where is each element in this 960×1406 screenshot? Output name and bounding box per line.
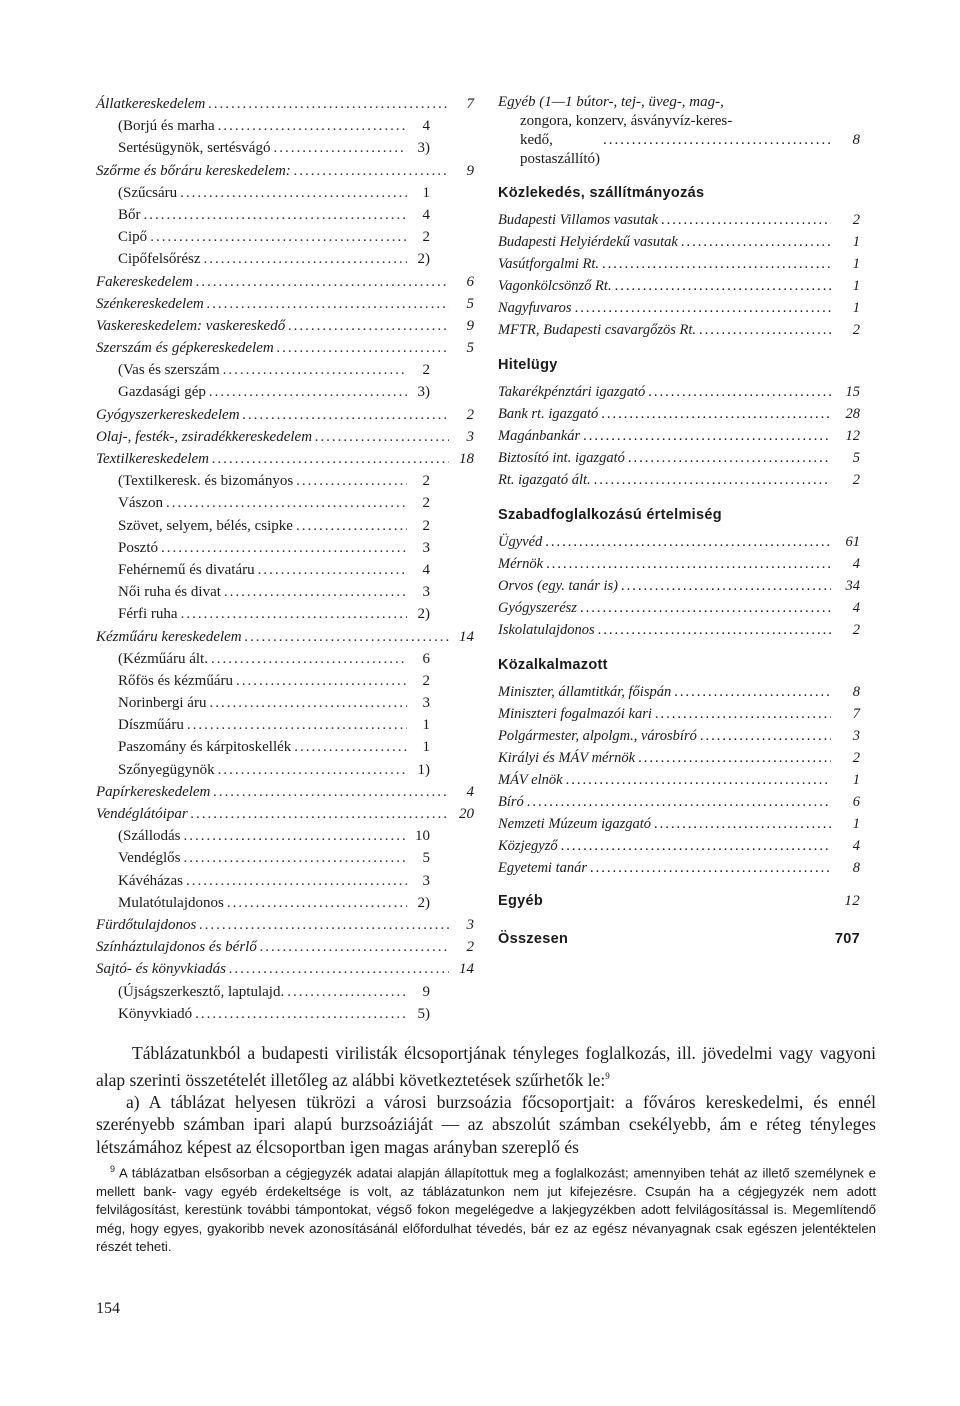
leader-dots [638,747,831,769]
section-row [498,231,860,253]
leader-dots [181,603,407,625]
row-label: (Borjú és marha [118,118,215,135]
section-row [498,403,860,425]
other-trade-line-1: Egyéb (1—1 bútor-, tej-, üveg-, mag-, [498,94,724,110]
total-value: 707 [834,931,860,947]
leader-dots [229,958,449,980]
row-label: Posztó [118,539,159,556]
leader-dots [203,248,407,270]
row-value: 5 [852,450,860,466]
subcategory-row [96,492,474,514]
leader-dots [213,781,449,803]
other-trade-entry [498,93,860,169]
footnote-mark: 9 [110,1164,116,1174]
leader-dots [212,448,449,470]
leader-dots [187,714,407,736]
leader-dots [648,381,831,403]
subcategory-row [96,648,474,670]
category-row [96,426,474,448]
row-value: 9 [466,317,474,334]
total-row [498,927,860,951]
row-value: 6 [466,273,474,290]
row-label: Miniszter, államtitkár, főispán [498,684,672,700]
row-label: Bőr [118,206,141,223]
row-label: (Kézműáru ált. [118,650,208,667]
body-paragraph-1 [96,1042,876,1091]
row-label: Iskolatulajdonos [498,622,595,638]
row-label: Szövet, selyem, bélés, csipke [118,517,293,534]
other-section-label: Egyéb [498,893,544,909]
body-paragraph-2: a) A táblázat helyesen tükrözi a városi burzsoázia főcsoportjait: a főváros kereskedelmi, és ennél szerényebb számban ipari alapú burzsoáziáját — az abszolút számban csekélyebb, ám e réteg tényleges létszámához képest az élcsoportban igen magas arányban szereplő és [96,1091,876,1157]
leader-dots [243,404,449,426]
leader-dots [186,870,407,892]
row-label: (Szállodás [118,828,181,845]
row-label: Textilkereskedelem [96,451,210,467]
subcategory-row [96,515,474,537]
row-label: Olaj-, festék-, zsiradékkereskedelem [96,428,313,445]
section-row [498,297,860,319]
section-row [498,769,860,791]
row-label: Sajtó- és könyvkiadás [96,961,226,978]
subcategory-row [96,892,474,914]
leader-dots [699,319,831,341]
row-label: Férfi ruha [118,606,178,623]
row-value: 4 [852,600,860,616]
leader-dots [191,803,449,825]
right-column [498,93,860,955]
row-value: 5) [417,1005,430,1022]
subcategory-row [96,581,474,603]
section-heading: Szabadfoglalkozású értelmiség [498,507,722,523]
footnote-text: A táblázatban elsősorban a cégjegyzék adatai alapján állapítottuk meg a foglalkozást; amennyiben tehát az illető személynek e mellett bank- vagy egyéb érdekeltsége is volt, az táblázatunkon nem jut kifejezésre. Csupán ha a cégjegyzék nem adott felvilágosítást, kerestünk további támpontokat, végső fokon megelégedve a lakjegyzékben adott felvilágosítással is. Megemlítendő még, hogy egyes, gyakoribb nevek azonosításánál előfordulhat tévedés, bár ez az egész névanyagnak csak egészen jelentéktelen részét teheti. [96,1165,877,1255]
row-label: Cipő [118,229,148,246]
subcategory-row [96,137,474,159]
row-label: Királyi és MÁV mérnök [498,750,636,766]
leader-dots [545,531,831,553]
row-value: 2 [422,517,430,534]
row-label: Bank rt. igazgató [498,406,599,422]
category-row [96,93,474,115]
subcategory-row [96,248,474,270]
section-row [498,531,860,553]
row-label: Fakereskedelem [96,273,193,290]
row-value: 4 [422,206,430,223]
leader-dots [615,275,831,297]
leader-dots [674,681,831,703]
section-row [498,597,860,619]
row-value: 2 [422,672,430,689]
category-row [96,958,474,980]
row-label: Nagyfuvaros [498,300,572,316]
row-label: Szerszám és gépkereskedelem [96,340,274,357]
row-label: Szőnyegügynök [118,761,215,778]
row-label: MFTR, Budapesti csavargőzös Rt. [498,322,697,338]
row-value: 3 [466,428,474,445]
section-row [498,253,860,275]
sections [498,181,860,879]
row-label: Egyetemi tanár [498,860,587,876]
category-row [96,404,474,426]
row-value: 8 [852,860,860,876]
leader-dots [315,426,449,448]
subcategory-row [96,1003,474,1025]
subcategory-row [96,603,474,625]
row-value: 5 [466,295,474,312]
row-label: Díszműáru [118,717,184,734]
subcategory-row [96,537,474,559]
row-label: Rt. igazgató ált. [498,472,591,488]
section-row [498,747,860,769]
subcategory-row [96,825,474,847]
category-row [96,315,474,337]
leader-dots [296,470,407,492]
row-value: 14 [459,628,474,645]
row-value: 3 [422,695,430,712]
row-label: Polgármester, alpolgm., városbíró [498,728,697,744]
row-label: Orvos (egy. tanár is) [498,578,619,594]
row-value: 2) [417,894,430,911]
row-value: 5 [422,850,430,867]
leader-dots [277,337,449,359]
other-section [498,889,860,913]
row-value: 3 [422,539,430,556]
row-label: Vagonkölcsönző Rt. [498,278,612,294]
section-row [498,813,860,835]
row-label: Kézműáru kereskedelem [96,628,242,645]
row-label: Ügyvéd [498,534,543,550]
row-label: Takarékpénztári igazgató [498,384,646,400]
section-row [498,381,860,403]
row-value: 2 [466,939,474,956]
row-value: 1 [422,184,430,201]
subcategory-row [96,470,474,492]
row-label: Bíró [498,794,524,810]
row-label: Fürdőtulajdonos [96,916,197,933]
leader-dots [180,182,407,204]
leader-dots [208,93,449,115]
subcategory-row [96,847,474,869]
subcategory-row [96,736,474,758]
leader-dots [294,160,449,182]
row-label: Paszomány és kárpitoskellék [118,739,292,756]
leader-dots [166,492,407,514]
leader-dots [184,847,408,869]
section-row [498,275,860,297]
category-row [96,293,474,315]
leader-dots [621,575,831,597]
row-label: Mulatótulajdonos [118,894,224,911]
section-row [498,791,860,813]
row-label: Rőfös és kézműáru [118,672,233,689]
row-label: Kávéházas [118,872,183,889]
other-trade-line-3-label: kedő, postaszállító) [520,132,600,167]
leader-dots [183,825,407,847]
category-row [96,448,474,470]
section-row [498,703,860,725]
subcategory-row [96,115,474,137]
category-row [96,626,474,648]
subcategory-row [96,981,474,1003]
left-column [96,93,474,1025]
leader-dots [580,597,831,619]
row-value: 2 [422,495,430,512]
other-section-value: 12 [844,893,860,909]
row-value: 4 [852,556,860,572]
row-label: Biztosító int. igazgató [498,450,625,466]
leader-dots [209,692,407,714]
row-value: 4 [466,783,474,800]
subcategory-row [96,870,474,892]
row-value: 1 [852,256,860,272]
row-value: 28 [845,406,860,422]
footnote [96,1160,876,1257]
section-row [498,553,860,575]
row-label: Magánbankár [498,428,581,444]
row-value: 2) [417,251,430,268]
leader-dots [209,381,407,403]
row-value: 6 [852,794,860,810]
leader-dots [561,835,831,857]
section-heading: Közalkalmazott [498,657,608,673]
row-label: Vendéglős [118,850,181,867]
leader-dots [527,791,831,813]
leader-dots [601,403,831,425]
subcategory-row [96,670,474,692]
leader-dots [273,137,407,159]
leader-dots [144,204,408,226]
row-value: 14 [459,961,474,978]
leader-dots [602,253,831,275]
leader-dots [218,759,407,781]
other-trade-line-2: zongora, konzerv, ásványvíz-keres- [520,113,733,129]
subcategory-row [96,204,474,226]
category-row [96,803,474,825]
row-value: 6 [422,650,430,667]
row-value: 1 [852,300,860,316]
section-row [498,575,860,597]
row-value: 7 [466,96,474,112]
row-value: 2 [422,362,430,379]
leader-dots [245,626,449,648]
leader-dots [590,857,831,879]
row-value: 1 [852,278,860,294]
row-value: 2 [466,406,474,423]
body-paragraph-1-text: Táblázatunkból a budapesti virilisták élcsoportjának tényleges foglalkozás, ill. jövedelmi vagy vagyoni alap szerinti összetételét illetőleg az alábbi következtetések szűrhetők le: [96,1043,876,1090]
row-value: 3) [417,384,430,401]
row-label: Budapesti Helyiérdekű vasutak [498,234,678,250]
row-value: 3 [852,728,860,744]
row-label: Papírkereskedelem [96,783,211,800]
row-value: 1 [852,816,860,832]
section-row [498,725,860,747]
leader-dots [296,515,407,537]
section-row [498,425,860,447]
row-value: 1 [422,717,430,734]
leader-dots [661,209,831,231]
page-number: 154 [96,1300,120,1317]
row-label: Cipőfelsőrész [118,251,201,268]
section-row [498,447,860,469]
leader-dots [211,648,407,670]
section-heading: Hitelügy [498,357,558,373]
subcategory-row [96,759,474,781]
row-label: Színháztulajdonos és bérlő [96,939,257,956]
row-value: 4 [422,118,430,135]
subcategory-row [96,692,474,714]
subcategory-row [96,381,474,403]
row-value: 5 [466,340,474,357]
leader-dots [566,769,831,791]
row-label: Budapesti Villamos vasutak [498,212,659,228]
category-row [96,936,474,958]
leader-dots [287,981,407,1003]
leader-dots [150,226,407,248]
row-value: 8 [852,684,860,700]
row-label: Fehérnemű és divatáru [118,561,255,578]
row-label: Állatkereskedelem [96,96,206,112]
body-text [96,1042,876,1158]
row-value: 2 [852,750,860,766]
section-row [498,469,860,491]
category-row [96,914,474,936]
leader-dots [603,131,831,150]
row-value: 3 [422,872,430,889]
row-value: 34 [845,578,860,594]
row-label: Gyógyszerész [498,600,577,616]
row-value: 3 [466,916,474,933]
subcategory-row [96,559,474,581]
leader-dots [546,553,831,575]
row-value: 20 [459,806,474,822]
row-value: 3 [422,584,430,601]
row-label: Szénkereskedelem [96,295,204,312]
leader-dots [161,537,407,559]
row-label: (Vas és szerszám [118,362,220,379]
row-label: Női ruha és divat [118,584,221,601]
subcategory-row [96,226,474,248]
subcategory-row [96,714,474,736]
row-label: (Újságszerkesztő, laptulajd. [118,983,285,1000]
section-row [498,619,860,641]
row-value: 1 [852,234,860,250]
section-row [498,857,860,879]
row-label: Mérnök [498,556,544,572]
leader-dots [654,813,831,835]
row-label: Miniszteri fogalmazói kari [498,706,652,722]
category-row [96,160,474,182]
subcategory-row [96,182,474,204]
row-value: 4 [852,838,860,854]
leader-dots [260,936,449,958]
leader-dots [195,1003,407,1025]
row-value: 2 [852,322,860,338]
leader-dots [199,914,449,936]
leader-dots [218,115,407,137]
leader-dots [224,581,407,603]
leader-dots [223,359,407,381]
row-value: 12 [845,428,860,444]
total-label: Összesen [498,931,569,947]
row-value: 2 [852,622,860,638]
subcategory-row [96,359,474,381]
row-label: Vaskereskedelem: vaskereskedő [96,317,286,334]
row-value: 1) [417,761,430,778]
section-row [498,681,860,703]
other-trade-line-3 [498,131,860,169]
leader-dots [575,297,831,319]
leader-dots [628,447,831,469]
row-value: 18 [459,451,474,467]
leader-dots [594,469,831,491]
row-label: Gyógyszerkereskedelem [96,406,240,423]
section-row [498,835,860,857]
footnote-reference: 9 [605,1070,610,1081]
row-label: Vasútforgalmi Rt. [498,256,599,272]
row-label: (Szűcsáru [118,184,178,201]
leader-dots [207,293,449,315]
row-label: MÁV elnök [498,772,563,788]
row-label: Gazdasági gép [118,384,206,401]
leader-dots [258,559,407,581]
row-value: 2 [422,229,430,246]
section-row [498,319,860,341]
row-value: 9 [422,983,430,1000]
other-trade-value: 8 [852,132,860,148]
row-label: Közjegyző [498,838,558,854]
row-label: Nemzeti Múzeum igazgató [498,816,652,832]
footnote-paragraph [96,1160,876,1257]
row-value: 7 [852,706,860,722]
row-value: 10 [415,828,430,845]
row-label: (Textilkeresk. és bizományos [118,473,294,490]
row-label: Szőrme és bőráru kereskedelem: [96,162,291,179]
row-label: Sertésügynök, sertésvágó [118,140,271,157]
row-value: 15 [845,384,860,400]
section-heading: Közlekedés, szállítmányozás [498,185,705,201]
leader-dots [583,425,831,447]
leader-dots [227,892,407,914]
row-value: 2) [417,606,430,623]
leader-dots [655,703,831,725]
row-label: Könyvkiadó [118,1005,193,1022]
category-row [96,337,474,359]
section-row [498,209,860,231]
leader-dots [598,619,831,641]
row-value: 2 [422,473,430,490]
leader-dots [236,670,407,692]
row-value: 4 [422,561,430,578]
row-value: 61 [845,534,860,550]
row-value: 9 [466,162,474,179]
row-value: 3) [417,140,430,157]
row-value: 1 [422,739,430,756]
row-label: Norinbergi áru [118,695,207,712]
row-value: 2 [852,212,860,228]
leader-dots [196,271,449,293]
leader-dots [681,231,831,253]
leader-dots [700,725,831,747]
category-row [96,781,474,803]
row-value: 1 [852,772,860,788]
row-label: Vendéglátóipar [96,806,188,822]
row-value: 2 [852,472,860,488]
leader-dots [294,736,407,758]
category-row [96,271,474,293]
row-label: Vászon [118,495,163,512]
leader-dots [288,315,449,337]
